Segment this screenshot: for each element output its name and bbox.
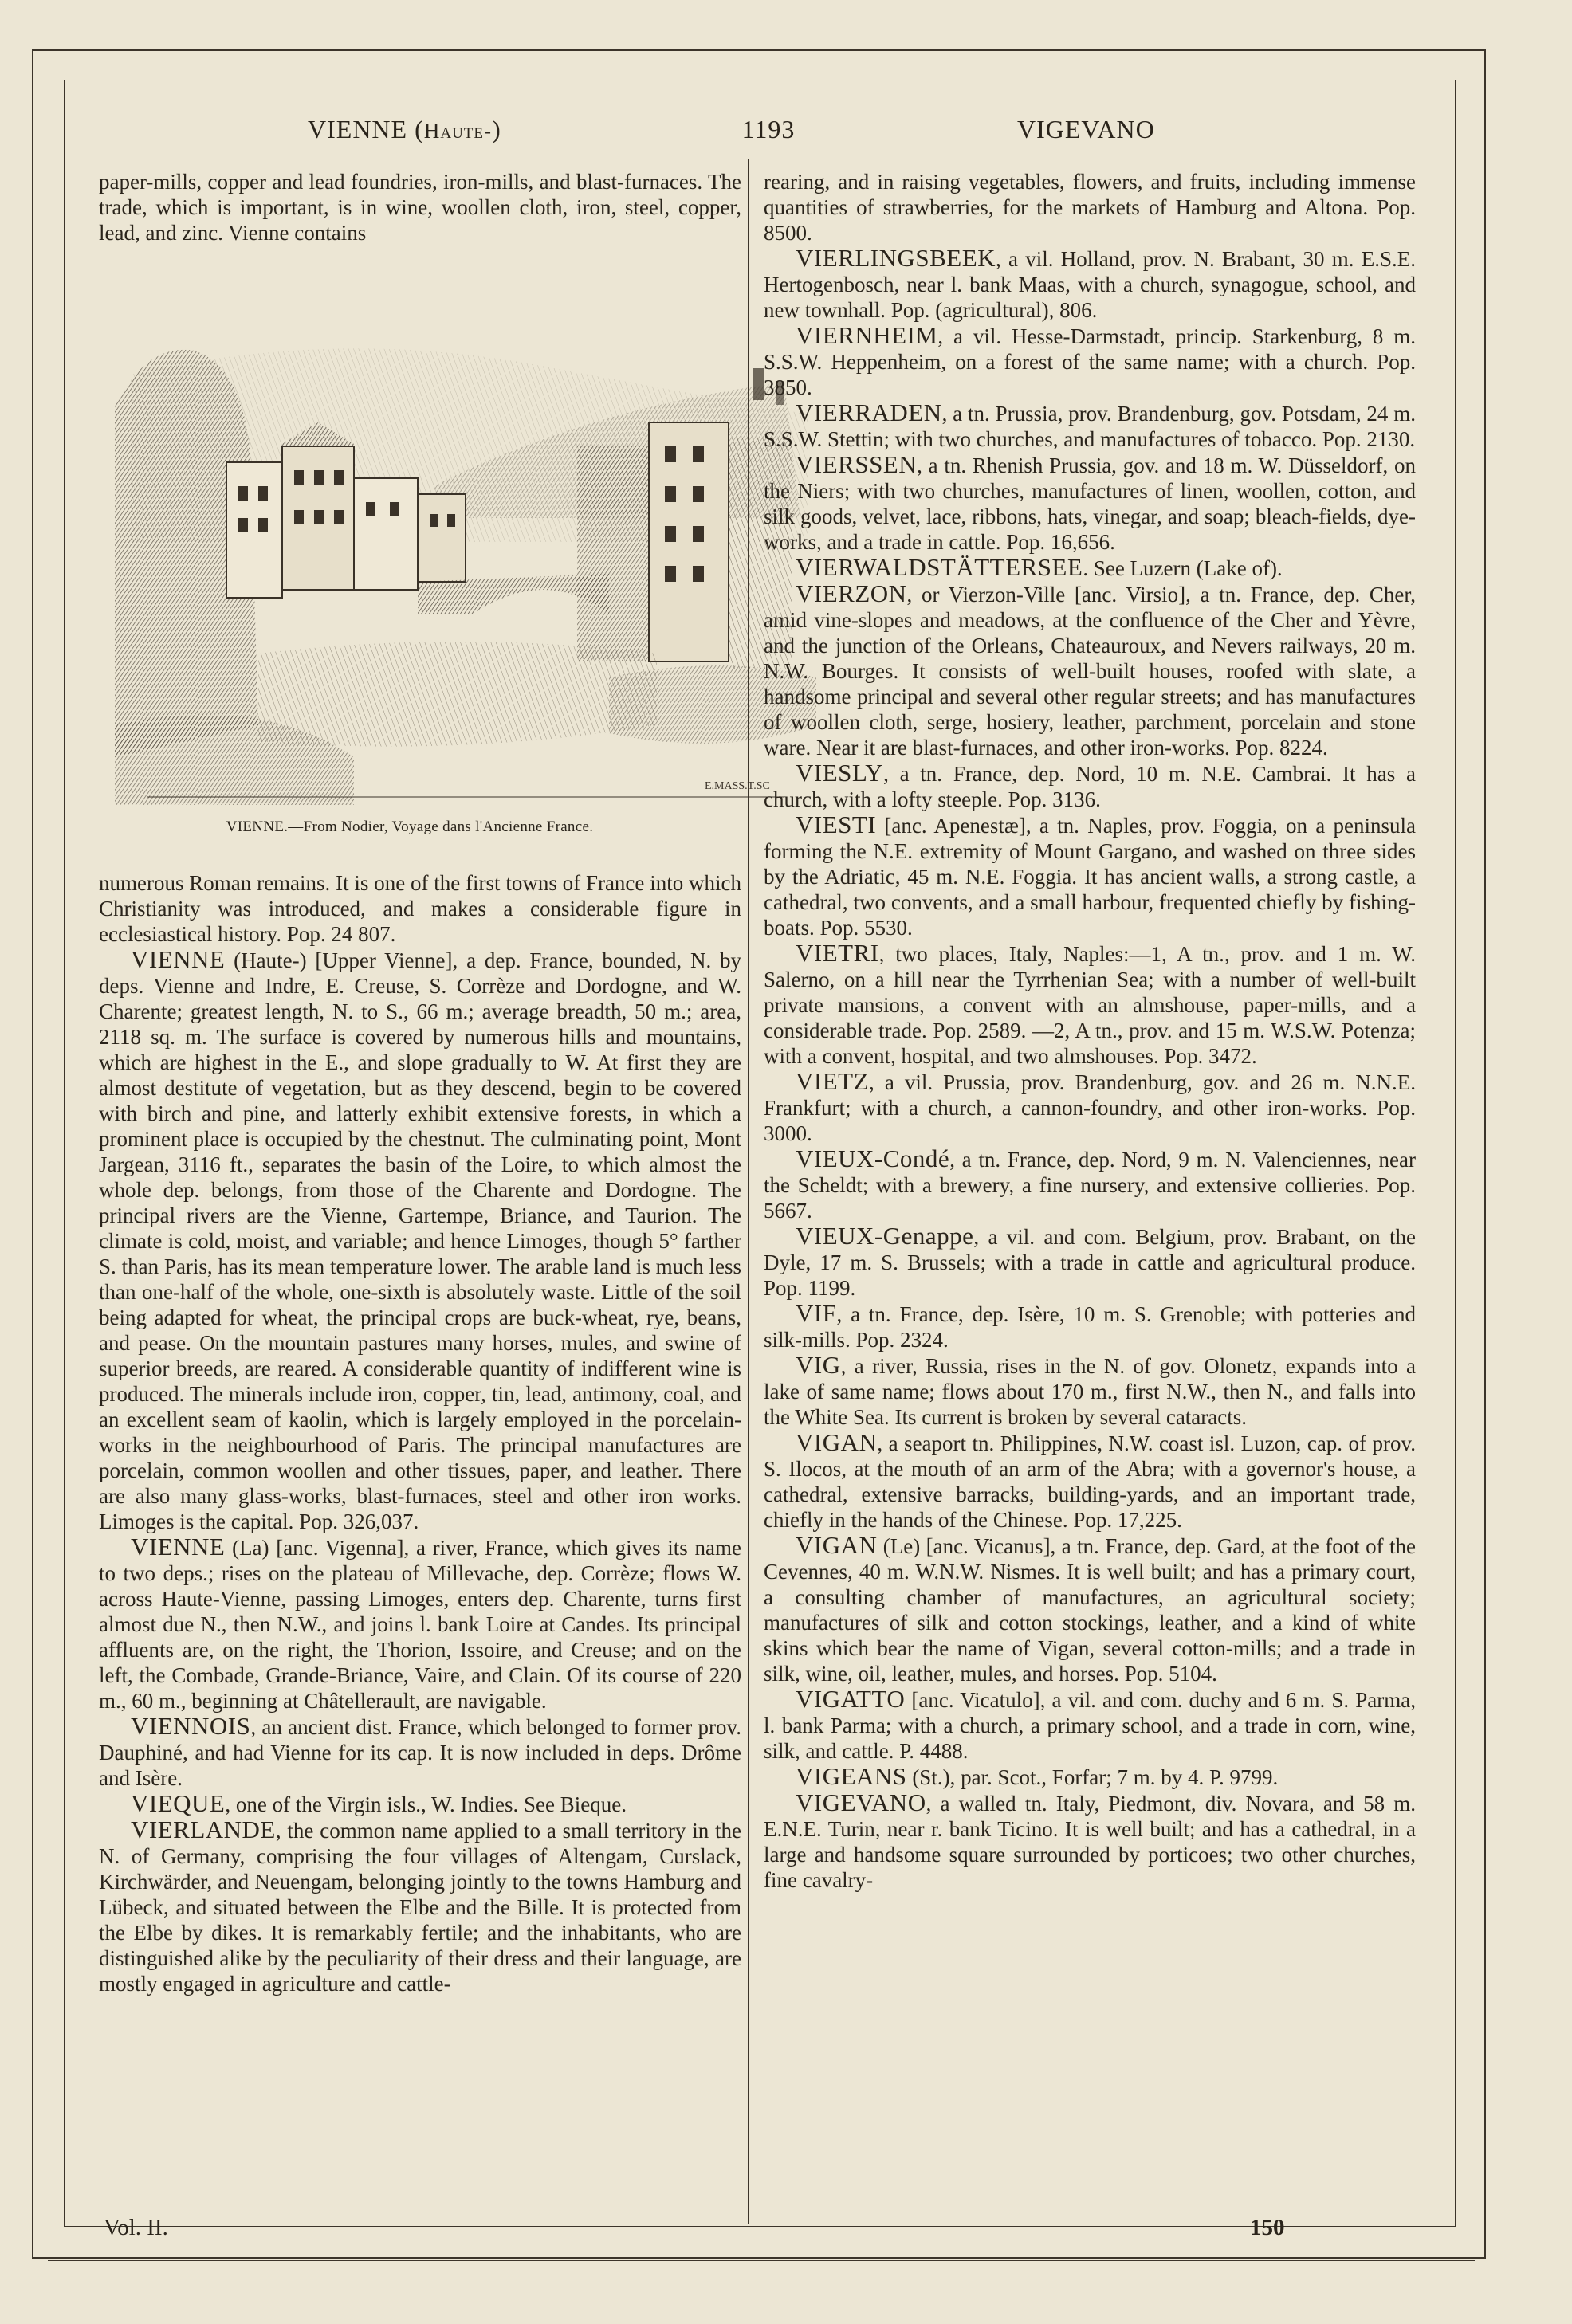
gazetteer-entry: [99, 1817, 741, 1996]
gazetteer-entry: [764, 323, 1416, 400]
left-column-body: [99, 870, 741, 2209]
entry-text: , a tn. Prussia, prov. Brandenburg, gov. Potsdam, 24 m. S.S.W. Stettin; with two churches, and manufactures of tobacco. Pop. 2130.: [764, 402, 1416, 451]
entry-headword: VIGAN: [796, 1428, 878, 1456]
entry-headword: VIENNOIS: [131, 1712, 251, 1740]
entry-headword: VIESTI: [796, 811, 877, 838]
entry-text: [anc. Vicatulo], a vil. and com. duchy and 6 m. S. Parma, l. bank Parma; with a church, a primary school, and a trade in corn, wine, silk, and cattle. P. 4488.: [764, 1688, 1416, 1763]
entry-headword: VIETZ: [796, 1067, 870, 1095]
entry-text: [anc. Apenestæ], a tn. Naples, prov. Foggia, on a peninsula forming the N.E. extremity of Mount Gargano, and washed on three sides by the Adriatic, 45 m. N.E. Foggia. It has ancient walls, a strong castle, a cathedral, two convents, and a small harbour, frequented chiefly by fishing-boats. Pop. 5530.: [764, 814, 1416, 940]
left-top-paragraph: paper-mills, copper and lead foundries, iron-mills, and blast-furnaces. The trade, which is important, is in wine, woollen cloth, iron, steel, copper, lead, and zinc. Vienne contains: [99, 170, 741, 245]
entry-text: . See Luzern (Lake of).: [1083, 556, 1283, 580]
entry-text: , an ancient dist. France, which belonged to former prov. Dauphiné, and had Vienne for its cap. It is now included in deps. Drôme and Isère.: [99, 1715, 741, 1790]
entry-headword: VIGEVANO: [796, 1788, 926, 1816]
entry-text: , a vil. and com. Belgium, prov. Brabant, on the Dyle, 17 m. S. Brussels; with a trade in cattle and agricultural produce. Pop. 1199.: [764, 1225, 1416, 1300]
right-continuation-paragraph: rearing, and in raising vegetables, flowers, and fruits, including immense quantities of strawberries, for the markets of Hamburg and Altona. Pop. 8500.: [764, 170, 1416, 245]
entry-text: (La) [anc. Vigenna], a river, France, which gives its name to two deps.; rises on the plateau of Millevache, dep. Corrèze; flows W. across Haute-Vienne, passing Limoges, enters dep. Charente, turns first almost due N., then N.W., and joins l. bank Loire at Candes. Its principal affluents are, on the right, the Thorion, Issoire, and Creuse; and on the left, the Combade, Grande-Briance, Vaire, and Clain. Of its course of 220 m., 60 m., beginning at Châtellerault, are navigable.: [99, 1536, 741, 1713]
entry-headword: VIETRI: [796, 939, 879, 967]
entry-headword: VIG: [796, 1351, 841, 1379]
left-continuation-paragraph: numerous Roman remains. It is one of the first towns of France into which Christianity was introduced, and makes a considerable figure in ecclesiastical history. Pop. 24 807.: [99, 871, 741, 946]
gazetteer-entry: [99, 1714, 741, 1791]
bottom-rule: [48, 2260, 1475, 2261]
entry-headword: VIERZON: [796, 579, 907, 607]
entry-headword: VIERNHEIM: [796, 321, 938, 349]
gazetteer-entry: [764, 1301, 1416, 1352]
entry-text: , one of the Virgin isls., W. Indies. See Bieque.: [225, 1792, 627, 1816]
gazetteer-entry: [764, 555, 1416, 581]
entry-text: , a walled tn. Italy, Piedmont, div. Novara, and 58 m. E.N.E. Turin, near r. bank Ticino. It is well built; and has a cathedral, in a large and handsome square surrounded by porticoes; two other churches, fine cavalry-: [764, 1792, 1416, 1892]
entry-headword: VIEQUE: [131, 1789, 226, 1817]
entry-text: , a vil. Holland, prov. N. Brabant, 30 m. E.S.E. Hertogenbosch, near l. bank Maas, with a church, synagogue, school, and new townhall. Pop. (agricultural), 806.: [764, 247, 1416, 322]
entry-text: , a tn. Rhenish Prussia, gov. and 18 m. W. Düsseldorf, on the Niers; with two churches, manufactures of linen, woollen, cotton, and silk goods, velvet, lace, ribbons, hats, vinegar, and soap; bleach-fields, dye-works, and a trade in cattle. Pop. 16,656.: [764, 453, 1416, 554]
figure-caption: VIENNE.—From Nodier, Voyage dans l'Ancienne France.: [226, 819, 594, 835]
entry-headword: VIF: [796, 1299, 837, 1327]
vienne-engraving-illustration: [99, 279, 824, 813]
entry-headword: VIENNE: [131, 945, 226, 973]
entry-headword: VIERWALDSTÄTTERSEE: [796, 553, 1083, 581]
gazetteer-entry: [99, 1791, 741, 1817]
right-column-body: [764, 169, 1416, 2209]
entry-text: , a river, Russia, rises in the N. of gov. Olonetz, expands into a lake of same name; flows about 170 m., first N.W., then N., and falls into the White Sea. Its current is broken by several cataracts.: [764, 1354, 1416, 1429]
gazetteer-entry: [764, 760, 1416, 812]
entry-headword: VIGEANS: [796, 1762, 907, 1790]
page-number: 1193: [741, 115, 796, 143]
entry-headword: VIENNE: [131, 1533, 226, 1560]
gazetteer-entry: [764, 1533, 1416, 1686]
entry-text: , a vil. Prussia, prov. Brandenburg, gov. and 26 m. N.N.E. Frankfurt; with a church, a cannon-foundry, and other iron-works. Pop. 3000.: [764, 1070, 1416, 1145]
entry-text: (St.), par. Scot., Forfar; 7 m. by 4. P. 9799.: [906, 1765, 1279, 1789]
gazetteer-entry: [99, 1534, 741, 1714]
entry-text: (Haute-) [Upper Vienne], a dep. France, bounded, N. by deps. Vienne and Indre, E. Creuse, S. Corrèze and Dordogne, and W. Charente; greatest length, N. to S., 66 m.; average breadth, 50 m.; area, 2118 sq. m. The surface is covered by numerous hills and mountains, which are highest in the E., and slope gradually to W. At first they are almost destitute of vegetation, but as they descend, begin to be covered with birch and pine, and latterly exhibit extensive forests, in which a prominent place is occupied by the chestnut. The culminating point, Mont Jargean, 3116 ft., separates the basin of the Loire, to which almost the whole dep. belongs, from those of the Charente and Dordogne. The principal rivers are the Vienne, Gartempe, Briance, and Taurion. The climate is cold, moist, and variable; and hence Limoges, though 5° farther S. than Paris, has its mean temperature lower. The arable land is much less than one-half of the whole, one-sixth is absolutely waste. Little of the soil being adapted for wheat, the principal crops are buck-wheat, rye, beans, and pease. On the mountain pastures many horses, mules, and swine of superior breeds, are reared. A considerable quantity of indifferent wine is produced. The minerals include iron, copper, tin, lead, antimony, coal, and an excellent seam of kaolin, which is largely employed in the porcelain-works in the neighbourhood of Paris. The principal manufactures are porcelain, common woollen and other tissues, paper, and leather. There are also many glass-works, blast-furnaces, steel and other iron works. Limoges is the capital. Pop. 326,037.: [99, 948, 741, 1533]
gazetteer-entry: [764, 1764, 1416, 1790]
gazetteer-entry: [764, 1686, 1416, 1764]
entry-headword: VIERRADEN: [796, 398, 942, 426]
entry-headword: VIEUX-Condé: [796, 1144, 950, 1172]
entry-text: , two places, Italy, Naples:—1, A tn., prov. and 1 m. W. Salerno, on a hill near the Tyrrhenian Sea; with a number of well-built private mansions, a convent with an almshouse, paper-mills, and a considerable trade. Pop. 2589. —2, A tn., prov. and 15 m. W.S.W. Potenza; with a convent, hospital, and two almshouses. Pop. 3472.: [764, 942, 1416, 1068]
gazetteer-entry: [99, 947, 741, 1534]
left-column-top-text: [99, 169, 741, 245]
entry-headword: VIEUX-Genappe: [796, 1222, 974, 1250]
gazetteer-entry: [764, 1430, 1416, 1533]
entry-text: , a tn. France, dep. Isère, 10 m. S. Grenoble; with potteries and silk-mills. Pop. 2324.: [764, 1302, 1416, 1352]
gazetteer-entry: [764, 1790, 1416, 1893]
gazetteer-entry: [764, 1223, 1416, 1301]
gazetteer-entry: [764, 1352, 1416, 1430]
entry-headword: VIGATTO: [796, 1685, 906, 1713]
gazetteer-entry: [764, 581, 1416, 760]
entry-text: , a tn. France, dep. Nord, 10 m. N.E. Cambrai. It has a church, with a lofty steeple. Pop. 3136.: [764, 762, 1416, 811]
gazetteer-entry: [764, 1146, 1416, 1223]
entry-text: , a tn. France, dep. Nord, 9 m. N. Valenciennes, near the Scheldt; with a brewery, a fine nursery, and extensive collieries. Pop. 5667.: [764, 1148, 1416, 1223]
signature-mark: 150: [1250, 2215, 1285, 2240]
gazetteer-entry: [764, 1069, 1416, 1146]
entry-headword: VIERLANDE: [131, 1816, 276, 1843]
gazetteer-entry: [764, 452, 1416, 555]
gazetteer-entry: [764, 812, 1416, 940]
gazetteer-entry: [764, 400, 1416, 452]
entry-text: (Le) [anc. Vicanus], a tn. France, dep. Gard, at the foot of the Cevennes, 40 m. W.N.W. Nismes. It is well built; and has a primary court, a consulting chamber of manufactures, an agricultural society; manufactures of silk and cotton stockings, leather, and a kind of white skins which bear the name of Vigan, several cotton-mills; and a trade in silk, wine, oil, leather, mules, and horses. Pop. 5104.: [764, 1534, 1416, 1686]
entry-text: , the common name applied to a small territory in the N. of Germany, comprising the four villages of Altengam, Curslack, Kirchwärder, and Neuengam, belonging jointly to the towns Hamburg and Lübeck, and situated between the Elbe and the Bille. It is protected from the Elbe by dikes. It is remarkably fertile; and the inhabitants, who are distinguished alike by the peculiarity of their dress and their language, are mostly engaged in agriculture and cattle-: [99, 1819, 741, 1996]
running-header: [77, 107, 1441, 155]
entry-text: , a seaport tn. Philippines, N.W. coast isl. Luzon, cap. of prov. S. Ilocos, at the mouth of an arm of the Abra; with a governor's house, a cathedral, extensive barracks, building-yards, and an important trade, chiefly in the hands of the Chinese. Pop. 17,225.: [764, 1431, 1416, 1532]
entry-headword: VIERLINGSBEEK: [796, 244, 996, 272]
entry-headword: VIESLY: [796, 759, 884, 787]
header-right-title: VIGEVANO: [1017, 115, 1155, 143]
entry-text: , a vil. Hesse-Darmstadt, princip. Starkenburg, 8 m. S.S.W. Heppenheim, on a forest of the same name; with a church. Pop. 3850.: [764, 324, 1416, 399]
entry-text: , or Vierzon-Ville [anc. Virsio], a tn. France, dep. Cher, amid vine-slopes and meadows, at the confluence of the Cher and Yèvre, and the junction of the Orleans, Chateauroux, and Nevers railways, 20 m. N.W. Bourges. It consists of well-built houses, roofed with slate, a handsome principal and several other regular streets; and has manufactures of woollen cloth, serge, hosiery, leather, parchment, porcelain and stone ware. Near it are blast-furnaces, and other iron-works. Pop. 8224.: [764, 583, 1416, 760]
entry-headword: VIGAN: [796, 1531, 878, 1559]
entry-headword: VIERSSEN: [796, 450, 918, 478]
volume-footer: Vol. II.: [104, 2215, 168, 2240]
gazetteer-entry: [764, 940, 1416, 1069]
header-left-title: VIENNE (Haute-): [308, 115, 501, 143]
gazetteer-entry: [764, 245, 1416, 323]
engraver-signature: E.MASS.T.SC: [705, 780, 770, 792]
